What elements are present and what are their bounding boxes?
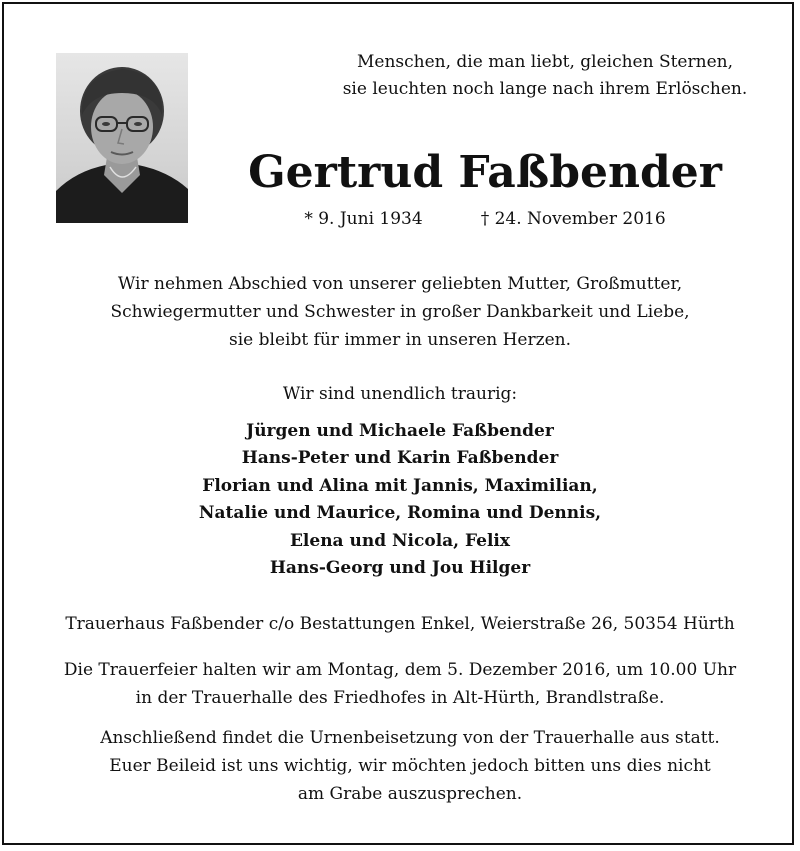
- closing-remarks: [30, 724, 790, 808]
- address-text: Trauerhaus Faßbender c/o Bestattungen Enkel, Weierstraße 26, 50354 Hürth: [65, 614, 735, 634]
- family-entry: Hans-Georg und Jou Hilger: [269, 558, 531, 579]
- farewell-text: [20, 270, 780, 354]
- family-entry: Elena und Nicola, Felix: [289, 530, 511, 551]
- service-line: Die Trauerfeier halten wir am Montag, dem 5. Dezember 2016, um 10.00 Uhr: [63, 660, 737, 680]
- mourning-house-address: [20, 610, 780, 638]
- mourning-text: Wir sind unendlich traurig:: [282, 384, 518, 404]
- life-dates: [230, 206, 740, 232]
- family-entry: Natalie und Maurice, Romina und Dennis,: [198, 503, 602, 524]
- farewell-line: Wir nehmen Abschied von unserer geliebten Mutter, Großmutter,: [117, 274, 683, 294]
- service-line: in der Trauerhalle des Friedhofes in Alt-Hürth, Brandlstraße.: [135, 688, 665, 708]
- family-entry: Florian und Alina mit Jannis, Maximilian,: [202, 475, 598, 496]
- memorial-quote: [300, 49, 790, 103]
- farewell-line: Schwiegermutter und Schwester in großer Dankbarkeit und Liebe,: [110, 302, 690, 322]
- quote-line: sie leuchten noch lange nach ihrem Erlöschen.: [342, 79, 748, 99]
- mourning-line: [20, 380, 780, 408]
- family-entry: Jürgen und Michaele Faßbender: [246, 421, 554, 441]
- deceased-name: Gertrud Faßbender: [248, 147, 722, 198]
- quote-line: Menschen, die man liebt, gleichen Sternen,: [356, 52, 733, 72]
- closing-line: am Grabe auszusprechen.: [297, 784, 523, 804]
- farewell-line: sie bleibt für immer in unseren Herzen.: [229, 330, 571, 350]
- birth-date: * 9. Juni 1934: [304, 209, 423, 229]
- family-entry: Hans-Peter und Karin Faßbender: [241, 448, 559, 469]
- portrait-photo: [56, 53, 188, 223]
- funeral-service-info: [20, 656, 780, 712]
- death-date: † 24. November 2016: [480, 209, 666, 229]
- portrait-illustration: [56, 53, 188, 223]
- closing-line: Anschließend findet die Urnenbeisetzung von der Trauerhalle aus statt.: [100, 728, 720, 748]
- closing-line: Euer Beileid ist uns wichtig, wir möchten jedoch bitten uns dies nicht: [109, 756, 711, 776]
- family-list: [20, 418, 780, 582]
